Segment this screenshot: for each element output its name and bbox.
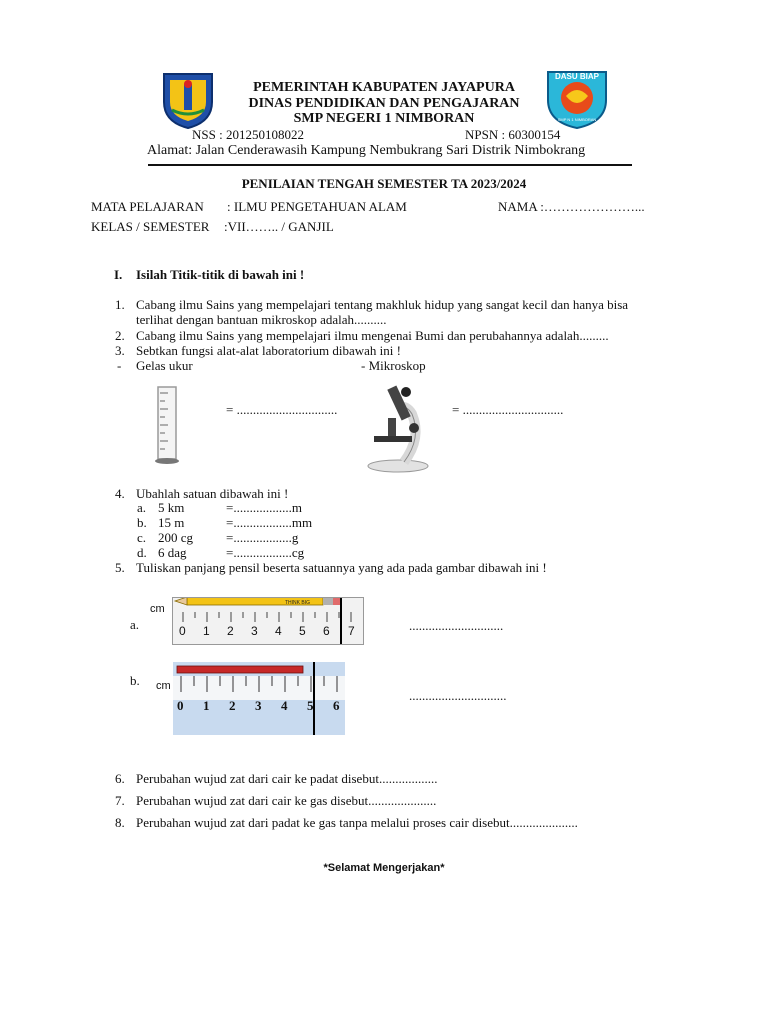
ruler-a-number: 5	[299, 624, 306, 638]
question-4-number: 4.	[115, 486, 125, 501]
ruler-a-unit: cm	[150, 603, 165, 615]
question-4-item-letter: a.	[137, 500, 147, 515]
ruler-a-number: 6	[323, 624, 330, 638]
question-3-item-mikroskop: - Mikroskop	[361, 358, 426, 373]
exam-title: PENILAIAN TENGAH SEMESTER TA 2023/2024	[241, 176, 527, 191]
header-line-1: PEMERINTAH KABUPATEN JAYAPURA	[253, 80, 515, 95]
ruler-b-number: 6	[333, 698, 340, 713]
question-6-text: Perubahan wujud zat dari cair ke padat disebut..................	[136, 771, 438, 786]
question-2-number: 2.	[115, 328, 125, 343]
graduated-cylinder-image	[150, 385, 186, 467]
class-label: KELAS / SEMESTER	[91, 219, 210, 234]
pencil-label: THINK BIG	[285, 600, 311, 606]
ruler-b-number: 2	[229, 698, 236, 713]
question-5-text: Tuliskan panjang pensil beserta satuannya yang ada pada gambar dibawah ini !	[136, 560, 547, 575]
question-3-dash: -	[117, 358, 122, 373]
question-4-item-blank: =..................g	[226, 530, 299, 545]
question-3-blank-1: = ...............................	[226, 402, 338, 417]
ruler-a-number: 4	[275, 624, 282, 638]
question-4-item-value: 5 km	[158, 500, 185, 515]
question-8-number: 8.	[115, 815, 125, 830]
ruler-b-number: 1	[203, 698, 210, 713]
question-5a-blank: .............................	[409, 618, 504, 633]
question-2-text: Cabang ilmu Sains yang mempelajari ilmu mengenai Bumi dan perubahannya adalah.........	[136, 328, 609, 343]
question-4-item-letter: d.	[137, 545, 147, 560]
ruler-b-image	[173, 662, 345, 735]
question-4-item-blank: =..................m	[226, 500, 302, 515]
ruler-a-number: 0	[179, 624, 186, 638]
npsn-number: NPSN : 60300154	[465, 127, 561, 142]
question-3-text: Sebtkan fungsi alat-alat laboratorium dibawah ini !	[136, 343, 401, 358]
question-4-item-letter: c.	[137, 530, 147, 545]
school-address: Alamat: Jalan Cenderawasih Kampung Nembukrang Sari Distrik Nimbokrang	[147, 143, 586, 158]
question-4-text: Ubahlah satuan dibawah ini !	[136, 486, 289, 501]
ruler-a-number: 3	[251, 624, 258, 638]
ruler-a-number: 1	[203, 624, 210, 638]
question-5b-label: b.	[130, 673, 140, 688]
question-4-item-blank: =..................cg	[226, 545, 305, 560]
question-4-item-letter: b.	[137, 515, 147, 530]
nss-number: NSS : 201250108022	[192, 127, 304, 142]
subject-label: MATA PELAJARAN	[91, 199, 204, 214]
question-5-number: 5.	[115, 560, 125, 575]
question-4-item-value: 6 dag	[158, 545, 187, 560]
section-number: I.	[114, 267, 123, 282]
ruler-b-number: 0	[177, 698, 184, 713]
question-1-number: 1.	[115, 297, 125, 312]
question-7-number: 7.	[115, 793, 125, 808]
question-3-number: 3.	[115, 343, 125, 358]
ruler-b-number: 4	[281, 698, 288, 713]
microscope-image	[360, 378, 432, 474]
closing-message: *Selamat Mengerjakan*	[323, 862, 445, 874]
header-line-2: DINAS PENDIDIKAN DAN PENGAJARAN	[248, 96, 520, 111]
school-logo-subtext: SMP N 1 NIMBORAN	[557, 117, 597, 122]
question-1-text-line-2: terlihat dengan bantuan mikroskop adalah..........	[136, 312, 387, 327]
question-1-text-line-1: Cabang ilmu Sains yang mempelajari tentang makhluk hidup yang sangat kecil dan hanya bisa	[136, 297, 629, 312]
question-6-number: 6.	[115, 771, 125, 786]
ruler-b-unit: cm	[156, 680, 171, 692]
question-4-item-blank: =..................mm	[226, 515, 313, 530]
question-8-text: Perubahan wujud zat dari padat ke gas tanpa melalui proses cair disebut.....................	[136, 815, 578, 830]
school-logo-text: DASU BIAP	[554, 72, 600, 81]
ruler-b-number: 3	[255, 698, 262, 713]
question-5b-blank: ..............................	[409, 688, 507, 703]
header-divider	[148, 164, 632, 166]
ruler-a-number: 7	[348, 624, 355, 638]
question-5a-label: a.	[130, 617, 140, 632]
ruler-a-number: 2	[227, 624, 234, 638]
header-line-3: SMP NEGERI 1 NIMBORAN	[293, 111, 475, 126]
question-7-text: Perubahan wujud zat dari cair ke gas disebut.....................	[136, 793, 437, 808]
subject-value: : ILMU PENGETAHUAN ALAM	[227, 199, 407, 214]
section-title: Isilah Titik-titik di bawah ini !	[136, 267, 305, 282]
question-4-item-value: 200 cg	[158, 530, 194, 545]
student-name-field: NAMA :…………………...	[498, 199, 645, 214]
ruler-a-image	[172, 597, 364, 645]
question-4-item-value: 15 m	[158, 515, 185, 530]
ruler-b-number: 5	[307, 698, 314, 713]
class-value: :VII…….. / GANJIL	[224, 219, 334, 234]
question-3-item-gelas-ukur: Gelas ukur	[136, 358, 193, 373]
question-3-blank-2: = ...............................	[452, 402, 564, 417]
